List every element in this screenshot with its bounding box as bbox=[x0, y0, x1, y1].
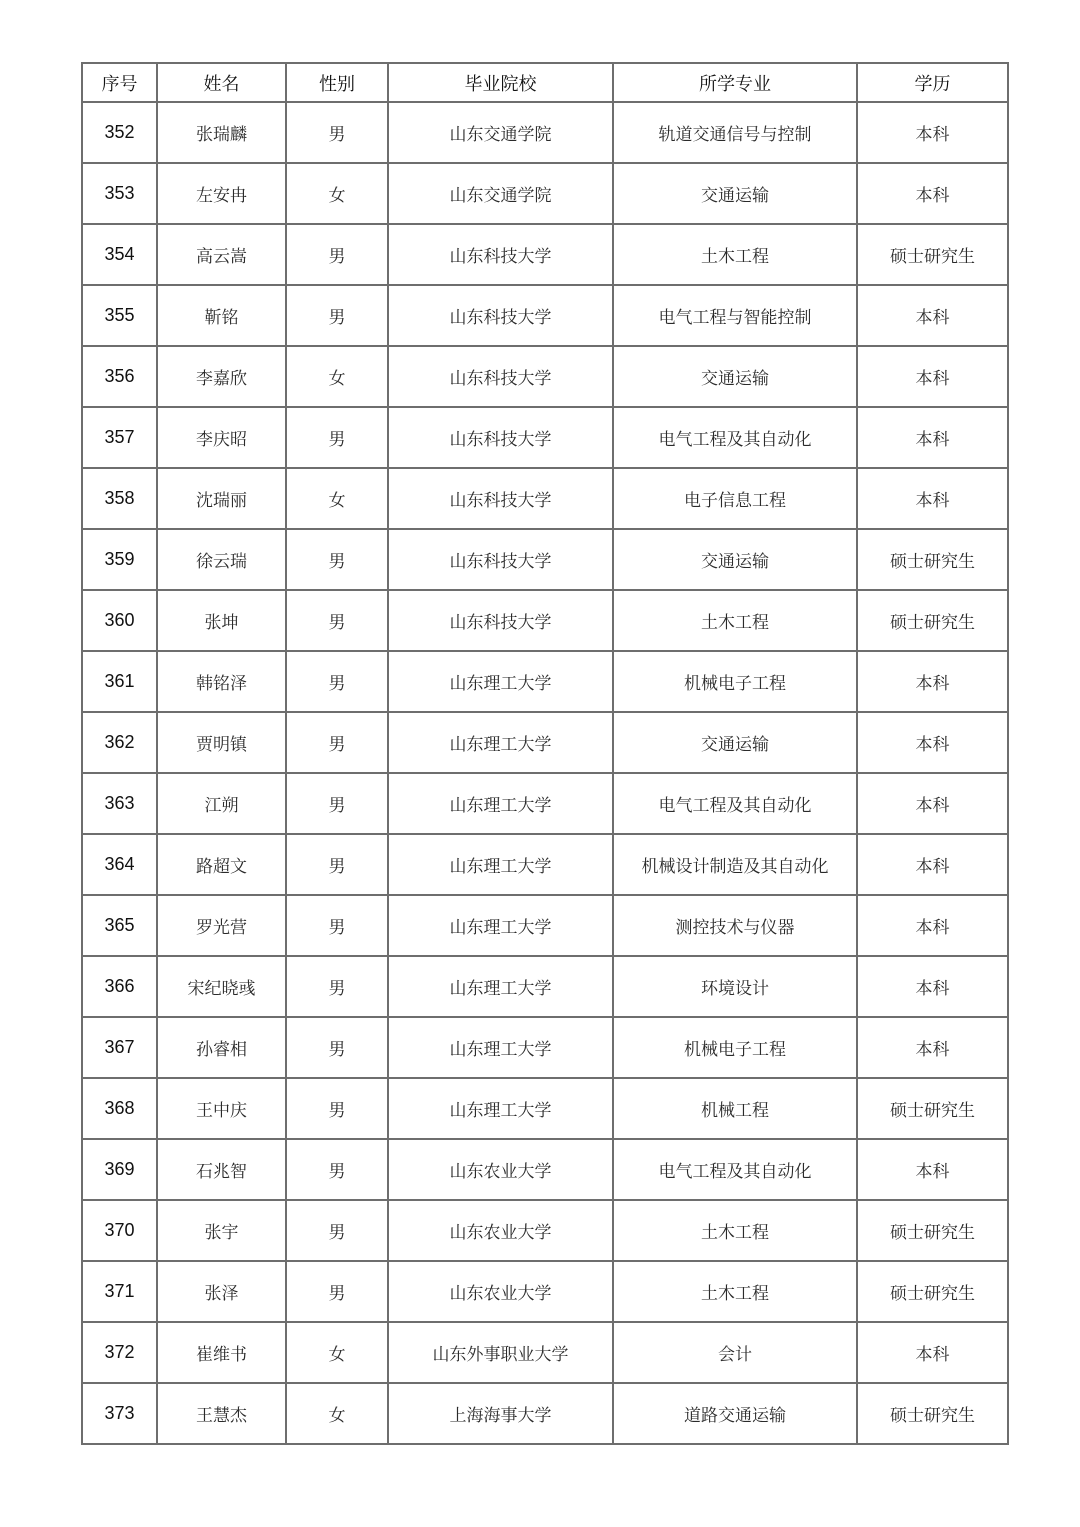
cell-major: 机械工程 bbox=[613, 1078, 857, 1139]
table-row bbox=[82, 529, 1008, 590]
cell-gender: 女 bbox=[286, 346, 388, 407]
cell-name: 宋纪晓彧 bbox=[157, 956, 286, 1017]
table-row bbox=[82, 590, 1008, 651]
cell-school: 山东理工大学 bbox=[388, 651, 613, 712]
table-row bbox=[82, 1078, 1008, 1139]
cell-no: 358 bbox=[82, 468, 157, 529]
cell-gender: 男 bbox=[286, 834, 388, 895]
cell-gender: 女 bbox=[286, 163, 388, 224]
cell-school: 山东科技大学 bbox=[388, 590, 613, 651]
table-row bbox=[82, 1261, 1008, 1322]
cell-major: 土木工程 bbox=[613, 590, 857, 651]
roster-table bbox=[81, 62, 1009, 1445]
cell-gender: 男 bbox=[286, 590, 388, 651]
cell-name: 罗光营 bbox=[157, 895, 286, 956]
cell-gender: 男 bbox=[286, 1078, 388, 1139]
cell-no: 362 bbox=[82, 712, 157, 773]
cell-degree: 本科 bbox=[857, 712, 1008, 773]
cell-no: 352 bbox=[82, 102, 157, 163]
table-body bbox=[82, 102, 1008, 1444]
cell-no: 367 bbox=[82, 1017, 157, 1078]
cell-school: 山东农业大学 bbox=[388, 1261, 613, 1322]
cell-school: 山东科技大学 bbox=[388, 529, 613, 590]
cell-degree: 本科 bbox=[857, 346, 1008, 407]
cell-major: 电子信息工程 bbox=[613, 468, 857, 529]
cell-name: 高云嵩 bbox=[157, 224, 286, 285]
table-row bbox=[82, 773, 1008, 834]
cell-degree: 本科 bbox=[857, 285, 1008, 346]
cell-no: 365 bbox=[82, 895, 157, 956]
cell-degree: 本科 bbox=[857, 407, 1008, 468]
table-row bbox=[82, 285, 1008, 346]
cell-name: 王慧杰 bbox=[157, 1383, 286, 1444]
cell-no: 355 bbox=[82, 285, 157, 346]
cell-no: 357 bbox=[82, 407, 157, 468]
cell-no: 354 bbox=[82, 224, 157, 285]
cell-no: 371 bbox=[82, 1261, 157, 1322]
cell-degree: 本科 bbox=[857, 956, 1008, 1017]
cell-gender: 女 bbox=[286, 468, 388, 529]
cell-degree: 硕士研究生 bbox=[857, 529, 1008, 590]
cell-major: 机械电子工程 bbox=[613, 1017, 857, 1078]
cell-no: 361 bbox=[82, 651, 157, 712]
cell-no: 356 bbox=[82, 346, 157, 407]
cell-major: 道路交通运输 bbox=[613, 1383, 857, 1444]
table-row bbox=[82, 895, 1008, 956]
header-row bbox=[82, 63, 1008, 102]
table-row bbox=[82, 1139, 1008, 1200]
cell-degree: 本科 bbox=[857, 1017, 1008, 1078]
cell-school: 山东理工大学 bbox=[388, 773, 613, 834]
cell-degree: 本科 bbox=[857, 773, 1008, 834]
cell-degree: 本科 bbox=[857, 651, 1008, 712]
cell-name: 张宇 bbox=[157, 1200, 286, 1261]
header-cell-gender: 性别 bbox=[286, 63, 388, 102]
cell-name: 靳铭 bbox=[157, 285, 286, 346]
cell-gender: 男 bbox=[286, 224, 388, 285]
table-row bbox=[82, 712, 1008, 773]
table-row bbox=[82, 407, 1008, 468]
cell-degree: 本科 bbox=[857, 163, 1008, 224]
cell-school: 山东理工大学 bbox=[388, 956, 613, 1017]
cell-degree: 硕士研究生 bbox=[857, 224, 1008, 285]
cell-no: 363 bbox=[82, 773, 157, 834]
cell-gender: 男 bbox=[286, 956, 388, 1017]
cell-gender: 男 bbox=[286, 1261, 388, 1322]
cell-name: 张泽 bbox=[157, 1261, 286, 1322]
table-row bbox=[82, 1322, 1008, 1383]
cell-gender: 男 bbox=[286, 529, 388, 590]
table-row bbox=[82, 1383, 1008, 1444]
cell-name: 沈瑞丽 bbox=[157, 468, 286, 529]
cell-name: 孙睿相 bbox=[157, 1017, 286, 1078]
cell-school: 山东交通学院 bbox=[388, 102, 613, 163]
header-cell-name: 姓名 bbox=[157, 63, 286, 102]
cell-school: 山东理工大学 bbox=[388, 1078, 613, 1139]
cell-degree: 本科 bbox=[857, 468, 1008, 529]
cell-gender: 男 bbox=[286, 1017, 388, 1078]
cell-major: 测控技术与仪器 bbox=[613, 895, 857, 956]
cell-major: 交通运输 bbox=[613, 529, 857, 590]
table-row bbox=[82, 346, 1008, 407]
cell-name: 江朔 bbox=[157, 773, 286, 834]
header-cell-no: 序号 bbox=[82, 63, 157, 102]
cell-gender: 男 bbox=[286, 651, 388, 712]
cell-major: 电气工程及其自动化 bbox=[613, 773, 857, 834]
cell-degree: 本科 bbox=[857, 1322, 1008, 1383]
cell-major: 机械电子工程 bbox=[613, 651, 857, 712]
cell-school: 上海海事大学 bbox=[388, 1383, 613, 1444]
cell-no: 370 bbox=[82, 1200, 157, 1261]
cell-degree: 本科 bbox=[857, 102, 1008, 163]
cell-name: 贾明镇 bbox=[157, 712, 286, 773]
cell-major: 会计 bbox=[613, 1322, 857, 1383]
cell-degree: 本科 bbox=[857, 834, 1008, 895]
cell-school: 山东外事职业大学 bbox=[388, 1322, 613, 1383]
cell-gender: 男 bbox=[286, 102, 388, 163]
cell-name: 王中庆 bbox=[157, 1078, 286, 1139]
cell-name: 石兆智 bbox=[157, 1139, 286, 1200]
cell-no: 372 bbox=[82, 1322, 157, 1383]
cell-name: 李嘉欣 bbox=[157, 346, 286, 407]
cell-major: 机械设计制造及其自动化 bbox=[613, 834, 857, 895]
cell-gender: 男 bbox=[286, 895, 388, 956]
cell-name: 路超文 bbox=[157, 834, 286, 895]
cell-no: 373 bbox=[82, 1383, 157, 1444]
cell-school: 山东理工大学 bbox=[388, 1017, 613, 1078]
header-cell-major: 所学专业 bbox=[613, 63, 857, 102]
cell-degree: 硕士研究生 bbox=[857, 1261, 1008, 1322]
cell-school: 山东交通学院 bbox=[388, 163, 613, 224]
cell-major: 土木工程 bbox=[613, 224, 857, 285]
table-row bbox=[82, 834, 1008, 895]
cell-gender: 男 bbox=[286, 285, 388, 346]
cell-gender: 女 bbox=[286, 1383, 388, 1444]
cell-major: 交通运输 bbox=[613, 346, 857, 407]
header-cell-school: 毕业院校 bbox=[388, 63, 613, 102]
cell-school: 山东科技大学 bbox=[388, 224, 613, 285]
table-row bbox=[82, 102, 1008, 163]
cell-school: 山东农业大学 bbox=[388, 1139, 613, 1200]
cell-school: 山东理工大学 bbox=[388, 712, 613, 773]
cell-major: 环境设计 bbox=[613, 956, 857, 1017]
cell-degree: 硕士研究生 bbox=[857, 590, 1008, 651]
cell-gender: 男 bbox=[286, 1139, 388, 1200]
cell-school: 山东科技大学 bbox=[388, 285, 613, 346]
cell-degree: 硕士研究生 bbox=[857, 1078, 1008, 1139]
cell-major: 土木工程 bbox=[613, 1200, 857, 1261]
cell-gender: 男 bbox=[286, 773, 388, 834]
cell-gender: 男 bbox=[286, 1200, 388, 1261]
cell-no: 368 bbox=[82, 1078, 157, 1139]
header-cell-degree: 学历 bbox=[857, 63, 1008, 102]
cell-gender: 男 bbox=[286, 407, 388, 468]
cell-no: 364 bbox=[82, 834, 157, 895]
cell-name: 李庆昭 bbox=[157, 407, 286, 468]
cell-name: 崔维书 bbox=[157, 1322, 286, 1383]
table-row bbox=[82, 651, 1008, 712]
cell-major: 电气工程及其自动化 bbox=[613, 407, 857, 468]
cell-gender: 男 bbox=[286, 712, 388, 773]
cell-name: 左安冉 bbox=[157, 163, 286, 224]
cell-degree: 本科 bbox=[857, 1139, 1008, 1200]
cell-major: 交通运输 bbox=[613, 163, 857, 224]
cell-school: 山东农业大学 bbox=[388, 1200, 613, 1261]
cell-name: 张瑞麟 bbox=[157, 102, 286, 163]
cell-name: 韩铭泽 bbox=[157, 651, 286, 712]
cell-major: 土木工程 bbox=[613, 1261, 857, 1322]
cell-no: 353 bbox=[82, 163, 157, 224]
cell-no: 366 bbox=[82, 956, 157, 1017]
table-row bbox=[82, 956, 1008, 1017]
table-row bbox=[82, 1200, 1008, 1261]
cell-school: 山东科技大学 bbox=[388, 346, 613, 407]
cell-degree: 硕士研究生 bbox=[857, 1383, 1008, 1444]
cell-major: 轨道交通信号与控制 bbox=[613, 102, 857, 163]
cell-school: 山东理工大学 bbox=[388, 895, 613, 956]
cell-name: 徐云瑞 bbox=[157, 529, 286, 590]
cell-school: 山东理工大学 bbox=[388, 834, 613, 895]
cell-no: 359 bbox=[82, 529, 157, 590]
table-row bbox=[82, 468, 1008, 529]
cell-gender: 女 bbox=[286, 1322, 388, 1383]
cell-degree: 本科 bbox=[857, 895, 1008, 956]
cell-major: 电气工程与智能控制 bbox=[613, 285, 857, 346]
cell-name: 张坤 bbox=[157, 590, 286, 651]
table-row bbox=[82, 224, 1008, 285]
table-row bbox=[82, 1017, 1008, 1078]
cell-major: 交通运输 bbox=[613, 712, 857, 773]
cell-no: 369 bbox=[82, 1139, 157, 1200]
cell-degree: 硕士研究生 bbox=[857, 1200, 1008, 1261]
cell-school: 山东科技大学 bbox=[388, 407, 613, 468]
cell-school: 山东科技大学 bbox=[388, 468, 613, 529]
table-row bbox=[82, 163, 1008, 224]
cell-major: 电气工程及其自动化 bbox=[613, 1139, 857, 1200]
cell-no: 360 bbox=[82, 590, 157, 651]
